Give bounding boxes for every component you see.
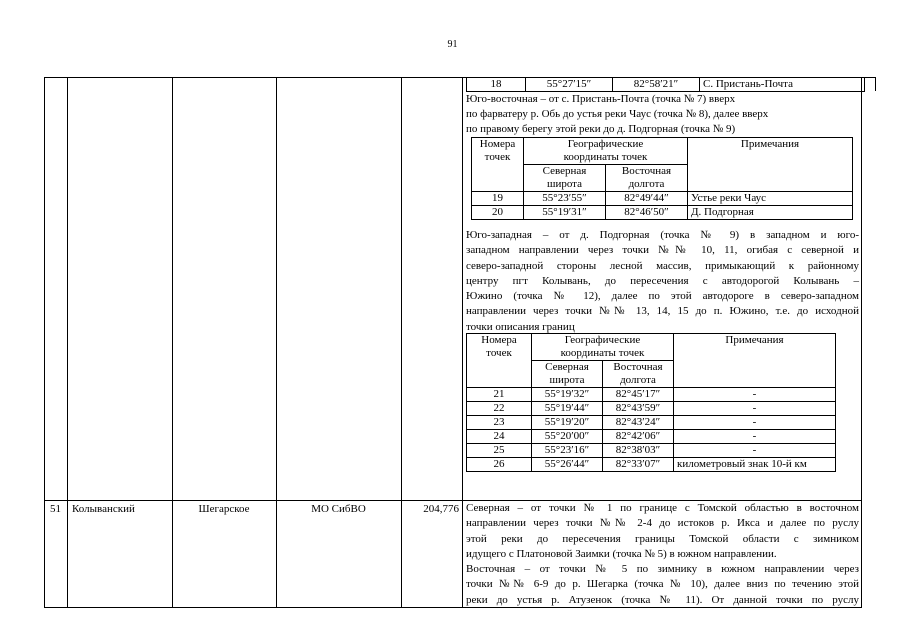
text-line: направлении через точки №№ 13, 14, 15 до п. Южино, т.е. до исходной (466, 305, 859, 318)
longitude: 82°49′44″ (606, 192, 688, 206)
text-line: точки описания границ (466, 320, 575, 333)
point-number: 19 (472, 192, 524, 206)
note: - (674, 388, 836, 402)
point-number: 23 (467, 416, 532, 430)
latitude: 55°19′20″ (532, 416, 603, 430)
overflow-stub-right (875, 77, 876, 91)
point-number: 21 (467, 388, 532, 402)
longitude: 82°38′03″ (603, 444, 674, 458)
note: - (674, 416, 836, 430)
text-line: по фарватеру р. Обь до устья реки Чаус (точка № 8), далее вверх (466, 108, 769, 120)
header-lat: Северная широта (532, 361, 603, 388)
point-number: 20 (472, 206, 524, 220)
header-points: Номера точек (472, 138, 524, 192)
header-points: Номера точек (467, 334, 532, 388)
table-row (467, 416, 836, 430)
latitude: 55°27′15″ (526, 78, 613, 92)
text-line: центру пгт Колывань, до пересечения с автодорогой Колывань – (466, 274, 859, 287)
text-line: Юго-западная – от д. Подгорная (точка № 9) в западном и юго- (466, 229, 859, 241)
point-number: 24 (467, 430, 532, 444)
table-row (467, 388, 836, 402)
point-number: 25 (467, 444, 532, 458)
text-line: Северная – от точки № 1 по границе с Томской областью в восточном (466, 502, 859, 514)
note: - (674, 402, 836, 416)
district-name: Колыванский (72, 503, 135, 515)
table-row (467, 444, 836, 458)
table-row (472, 192, 853, 206)
text-line: по правому берегу этой реки до д. Подгорная (точка № 9) (466, 123, 736, 135)
header-lon: Восточная долгота (606, 165, 688, 192)
header-coords: Географические координаты точек (524, 138, 688, 165)
description-southeast (466, 92, 859, 137)
area-name: Шегарское (198, 503, 250, 515)
header-notes: Примечания (688, 138, 853, 192)
point-number: 18 (467, 78, 526, 92)
table-row (467, 430, 836, 444)
area-value: 204,776 (423, 503, 459, 515)
longitude: 82°43′24″ (603, 416, 674, 430)
header-lat: Северная широта (524, 165, 606, 192)
text-line: западном направлении через точки №№ 10, 11, огибая с северной и (466, 244, 859, 257)
latitude: 55°23′55″ (524, 192, 606, 206)
text-line: идущего с Платоновой Заимки (точка № 5) в южном направлении. (466, 547, 777, 560)
description-row-51 (466, 501, 859, 608)
latitude: 55°26′44″ (532, 458, 603, 472)
latitude: 55°19′44″ (532, 402, 603, 416)
longitude: 82°45′17″ (603, 388, 674, 402)
description-southwest (466, 228, 859, 335)
table-border-right (861, 77, 862, 608)
point-number: 26 (467, 458, 532, 472)
table-row (467, 78, 865, 92)
longitude: 82°42′06″ (603, 430, 674, 444)
latitude: 55°19′31″ (524, 206, 606, 220)
text-line: этой реки до пересечения границы Томской области с зимником (466, 532, 859, 545)
table-border-col2 (172, 77, 173, 608)
latitude: 55°20′00″ (532, 430, 603, 444)
text-line: реки до устья р. Атузенок (точка № 11). От данной точки по руслу (466, 593, 859, 606)
note: Д. Подгорная (688, 206, 853, 220)
page-number: 91 (447, 39, 458, 50)
longitude: 82°46′50″ (606, 206, 688, 220)
text-line: направлении через точки №№ 2-4 до истоков р. Икса и далее по руслу (466, 517, 859, 530)
top-coordinate-row (466, 77, 865, 92)
note: километровый знак 10-й км (674, 458, 836, 472)
table-border-col4 (401, 77, 402, 608)
latitude: 55°23′16″ (532, 444, 603, 458)
point-number: 22 (467, 402, 532, 416)
table-header-row (472, 138, 853, 165)
text-line: Восточная – от точки № 5 по зимнику в южном направлении через (466, 563, 859, 576)
row-number: 51 (50, 503, 61, 515)
table-row (467, 458, 836, 472)
organization: МО СибВО (311, 503, 366, 515)
table-header-row (467, 334, 836, 361)
longitude: 82°33′07″ (603, 458, 674, 472)
header-coords: Географические координаты точек (532, 334, 674, 361)
header-lon: Восточная долгота (603, 361, 674, 388)
note: - (674, 430, 836, 444)
longitude: 82°43′59″ (603, 402, 674, 416)
note: Устье реки Чаус (688, 192, 853, 206)
table-border-col5 (462, 77, 463, 608)
note: - (674, 444, 836, 458)
text-line: Южино (точка № 12), далее по этой автодороге в северо-западном (466, 290, 859, 303)
text-line: точки №№ 6-9 до р. Шегарка (точка № 10), далее вниз по течению этой (466, 578, 859, 591)
text-line: северо-западной стороны лесной массив, примыкающий к районному (466, 259, 859, 272)
table-border-left (44, 77, 45, 608)
table-row (467, 402, 836, 416)
note: С. Пристань-Почта (700, 78, 865, 92)
longitude: 82°58′21″ (613, 78, 700, 92)
table-row (472, 206, 853, 220)
table-border-col1 (67, 77, 68, 608)
coordinates-table-1 (471, 137, 853, 220)
text-line: Юго-восточная – от с. Пристань-Почта (точка № 7) вверх (466, 93, 736, 105)
header-notes: Примечания (674, 334, 836, 388)
latitude: 55°19′32″ (532, 388, 603, 402)
table-border-col3 (276, 77, 277, 608)
coordinates-table-2 (466, 333, 836, 472)
